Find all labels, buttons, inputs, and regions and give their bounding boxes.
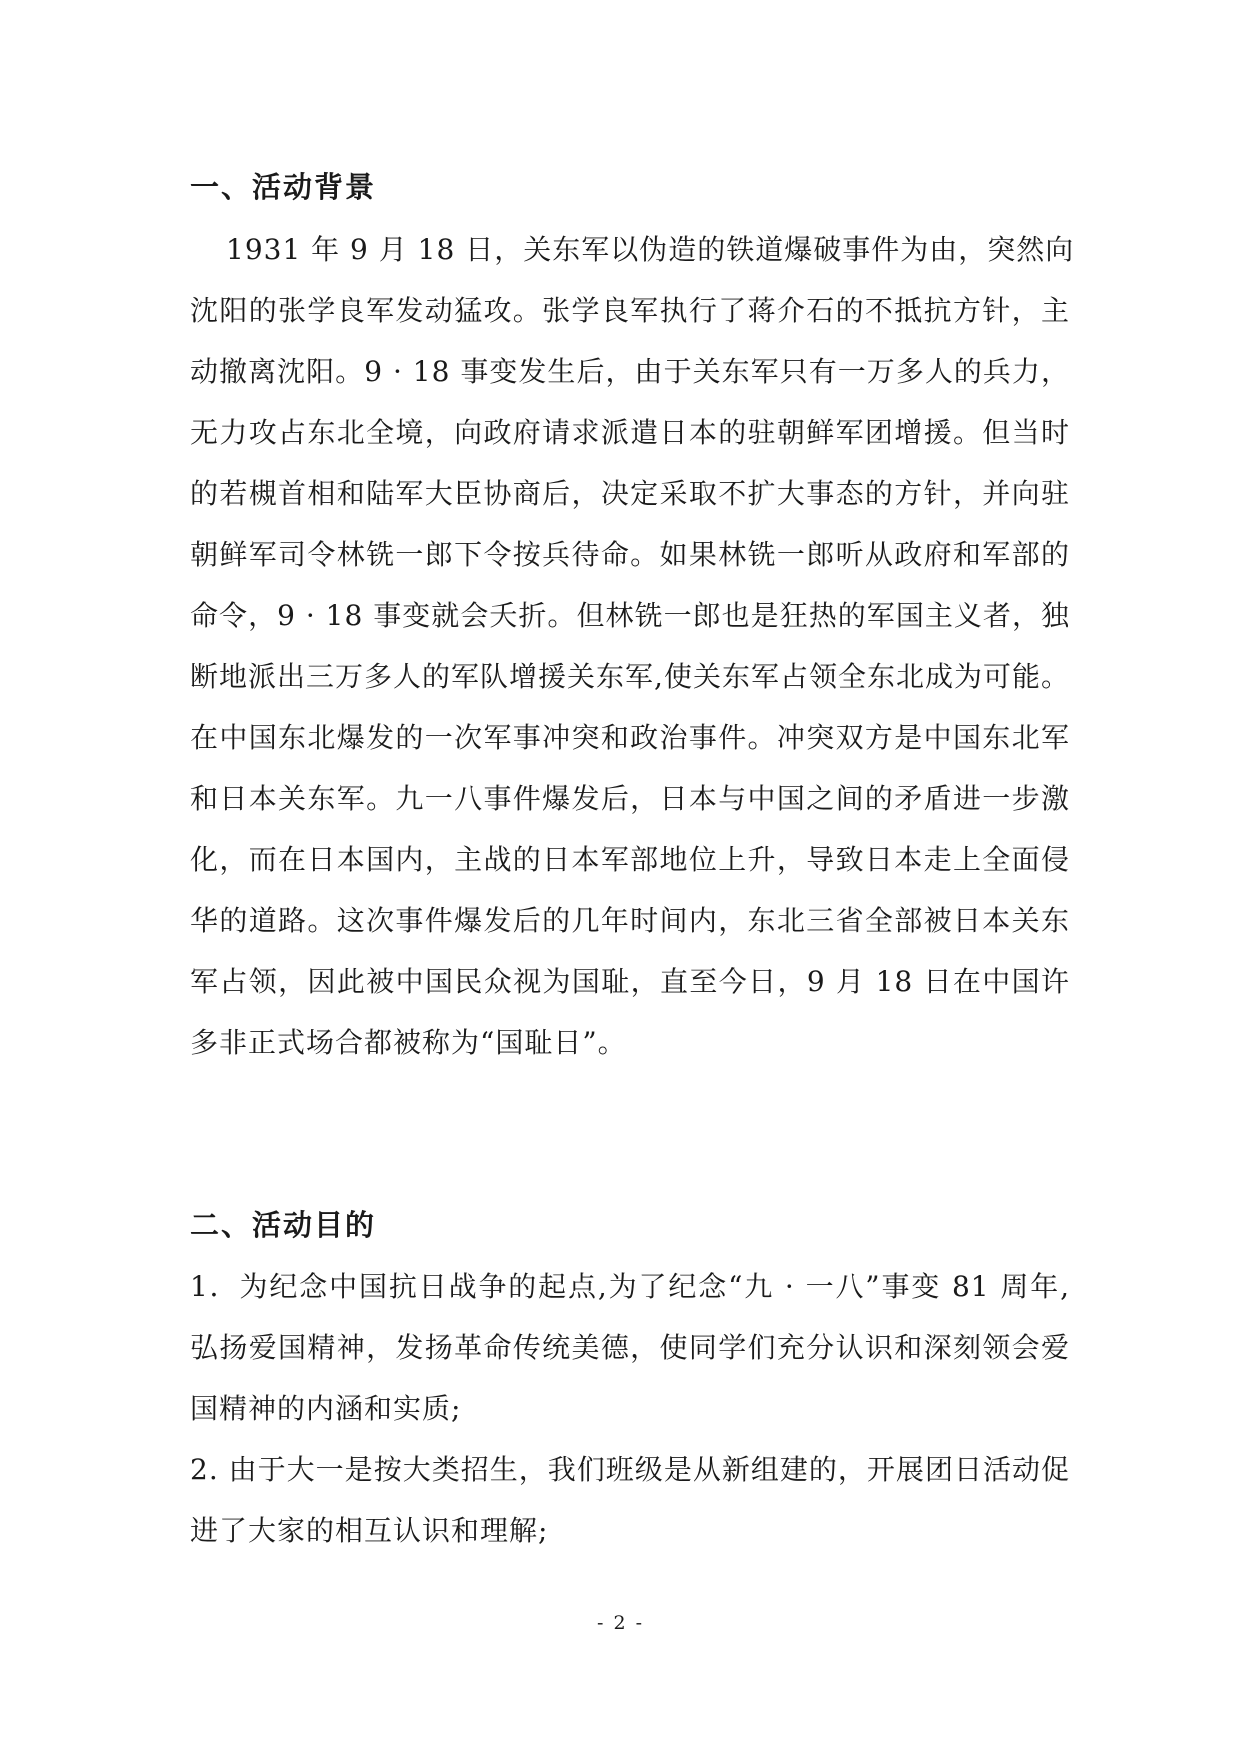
list-item-line: 国精神的内涵和实质;	[190, 1392, 462, 1425]
paragraph-line: 和日本关东军。九一八事件爆发后，日本与中国之间的矛盾进一步激	[190, 782, 1070, 815]
section-body-background	[190, 219, 1075, 1073]
page-number: - 2 -	[596, 1612, 644, 1634]
paragraph-line: 沈阳的张学良军发动猛攻。张学良军执行了蒋介石的不抵抗方针，主	[190, 294, 1070, 327]
list-item-line: 1．为纪念中国抗日战争的起点,为了纪念“九 · 一八”事变 81 周年,	[190, 1270, 1070, 1303]
paragraph-line: 在中国东北爆发的一次军事冲突和政治事件。冲突双方是中国东北军	[190, 721, 1070, 754]
paragraph-line: 华的道路。这次事件爆发后的几年时间内，东北三省全部被日本关东	[190, 904, 1070, 937]
section-heading-purpose: 二、活动目的	[190, 1208, 377, 1242]
paragraph-line: 命令，9 · 18 事变就会夭折。但林铣一郎也是狂热的军国主义者，独	[190, 599, 1070, 632]
paragraph-line: 朝鲜军司令林铣一郎下令按兵待命。如果林铣一郎听从政府和军部的	[190, 538, 1070, 571]
paragraph-line: 化，而在日本国内，主战的日本军部地位上升，导致日本走上全面侵	[190, 843, 1070, 876]
paragraph-line: 1931 年 9 月 18 日，关东军以伪造的铁道爆破事件为由，突然向	[226, 233, 1075, 266]
list-item-line: 进了大家的相互认识和理解;	[190, 1514, 549, 1547]
paragraph-line: 军占领，因此被中国民众视为国耻，直至今日，9 月 18 日在中国许	[190, 965, 1070, 998]
paragraph-line: 动撤离沈阳。9 · 18 事变发生后，由于关东军只有一万多人的兵力，	[190, 355, 1070, 388]
paragraph-line: 无力攻占东北全境，向政府请求派遣日本的驻朝鲜军团增援。但当时	[190, 416, 1070, 449]
paragraph-line: 多非正式场合都被称为“国耻日”。	[190, 1026, 627, 1059]
list-item-line: 2. 由于大一是按大类招生，我们班级是从新组建的，开展团日活动促	[190, 1453, 1070, 1486]
paragraph-line: 断地派出三万多人的军队增援关东军,使关东军占领全东北成为可能。	[190, 660, 1070, 693]
paragraph-line: 的若槻首相和陆军大臣协商后，决定采取不扩大事态的方针，并向驻	[190, 477, 1070, 510]
list-item-line: 弘扬爱国精神，发扬革命传统美德，使同学们充分认识和深刻领会爱	[190, 1331, 1070, 1364]
section-body-purpose	[190, 1256, 1070, 1561]
section-heading-background: 一、活动背景	[190, 170, 377, 204]
